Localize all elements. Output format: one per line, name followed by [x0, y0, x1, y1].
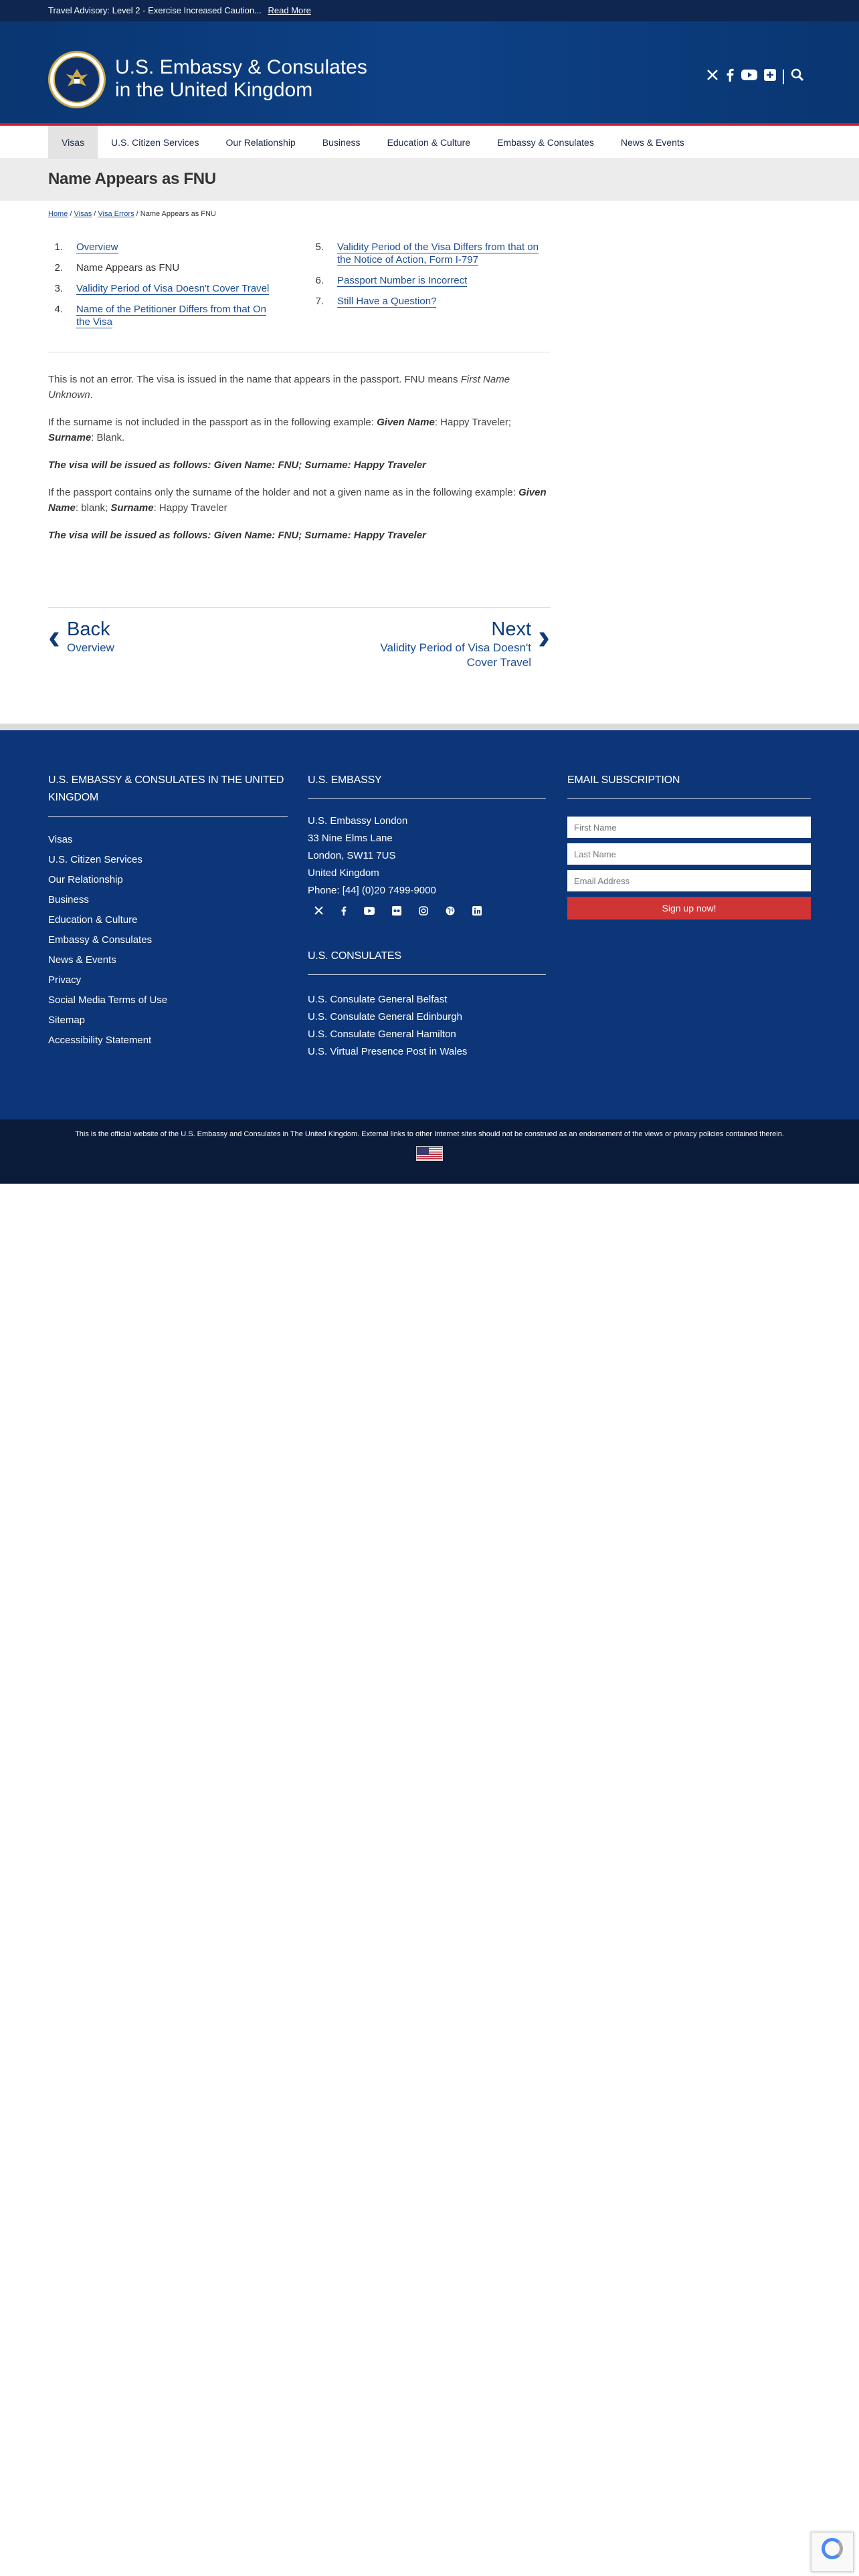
toc-item-number: 3. [54, 283, 63, 294]
toc-item-number: 2. [54, 262, 63, 274]
site-footer [0, 730, 859, 1119]
youtube-icon[interactable] [741, 69, 757, 85]
breadcrumb-sep: / [68, 210, 74, 218]
footer-column-embassy [308, 772, 546, 1061]
recaptcha-badge[interactable] [811, 2532, 854, 2572]
breadcrumb-visa-errors[interactable]: Visa Errors [98, 210, 134, 218]
paragraph: If the passport contains only the surname of the holder and not a given name as in the following example: Given Name: blank; Surname: Happy Traveler [48, 487, 547, 514]
sign-up-button[interactable]: Sign up now! [567, 897, 811, 920]
footer-top-band [0, 724, 859, 730]
breadcrumb-sep: / [92, 210, 98, 218]
main-navigation [0, 126, 859, 159]
disclaimer-bar [0, 1119, 859, 1184]
footer-link[interactable]: Business [48, 894, 89, 905]
next-sub-label-line1: Validity Period of Visa Doesn't [380, 641, 532, 654]
nav-item-our-relationship[interactable]: Our Relationship [225, 137, 296, 148]
footer-links [48, 830, 288, 1051]
advisory-text: Travel Advisory: Level 2 - Exercise Increased Caution... [48, 5, 262, 15]
footer-link[interactable]: Our Relationship [48, 874, 123, 885]
footer-column-sitemap [48, 772, 288, 1051]
back-link[interactable] [48, 618, 114, 655]
toc-link-passport-number[interactable]: Passport Number is Incorrect [337, 275, 468, 286]
paragraph: If the surname is not included in the passport as in the following example: Given Name: Happy Traveler; Surname: Blank. [48, 417, 512, 443]
toc-link-validity-differs[interactable]: Validity Period of the Visa Differs from that on the Notice of Action, Form I-797 [337, 241, 539, 265]
email-input[interactable] [567, 870, 811, 891]
nav-item-business[interactable]: Business [322, 137, 361, 148]
toc-link-still-have-question[interactable]: Still Have a Question? [337, 296, 437, 307]
footer-heading: U.S. CONSULATES [308, 950, 401, 962]
footer-link[interactable]: Privacy [48, 974, 82, 986]
toc-item-number: 7. [315, 296, 324, 307]
consulate-link[interactable]: U.S. Consulate General Hamilton [308, 1029, 456, 1040]
site-header [0, 21, 859, 123]
linkedin-icon[interactable] [472, 906, 482, 918]
toc-column-left [48, 241, 282, 336]
footer-link[interactable]: Sitemap [48, 1014, 86, 1026]
next-label: Next [491, 619, 532, 640]
eagle-icon [62, 65, 92, 94]
facebook-icon[interactable] [341, 906, 347, 918]
paragraph-emphasis: The visa will be issued as follows: Given Name: FNU; Surname: Happy Traveler [48, 459, 426, 471]
article-body [48, 372, 550, 555]
toc-item [48, 303, 282, 328]
footer-link[interactable]: Visas [48, 834, 73, 845]
toc-item-number: 6. [315, 275, 324, 286]
footer-link[interactable]: Education & Culture [48, 914, 138, 926]
footer-social-icons [314, 906, 546, 918]
footer-heading: EMAIL SUBSCRIPTION [567, 774, 680, 786]
page-title: Name Appears as FNU [48, 170, 216, 188]
toc-link-petitioner-name[interactable]: Name of the Petitioner Differs from that On the Visa [76, 304, 267, 328]
embassy-address: U.S. Embassy London 33 Nine Elms Lane London, SW11 7US United Kingdom Phone: [44] (0)20 7499-9000 [308, 813, 546, 899]
toc-item [309, 274, 543, 287]
us-flag-icon [416, 1146, 443, 1161]
embassy-seal-logo[interactable] [48, 51, 106, 108]
facebook-icon[interactable] [725, 68, 735, 86]
toc-item [48, 282, 282, 295]
back-sub-label: Overview [66, 641, 114, 654]
breadcrumb-current: Name Appears as FNU [140, 210, 216, 218]
advisory-read-more-link[interactable]: Read More [268, 5, 311, 15]
consulate-link[interactable]: U.S. Virtual Presence Post in Wales [308, 1046, 468, 1057]
nav-item-embassy-consulates[interactable]: Embassy & Consulates [497, 137, 594, 148]
disclaimer-text: This is the official website of the U.S. Embassy and Consulates in The United Kingdom. External links to other Internet sites should not be construed as an endorsement of the views or privacy policies contained therein. [75, 1130, 784, 1138]
toc-link-overview[interactable]: Overview [76, 241, 118, 253]
toc-column-right [309, 241, 543, 316]
x-twitter-icon[interactable] [314, 906, 323, 918]
flickr-plus-icon[interactable] [764, 69, 776, 85]
site-title-line2: in the United Kingdom [115, 79, 313, 101]
back-label: Back [66, 619, 110, 640]
nav-item-education-culture[interactable]: Education & Culture [387, 137, 471, 148]
footer-heading: U.S. EMBASSY & CONSULATES IN THE UNITED KINGDOM [48, 774, 284, 803]
footer-link[interactable]: News & Events [48, 954, 116, 966]
breadcrumb-visas[interactable]: Visas [74, 210, 92, 218]
consulate-link[interactable]: U.S. Consulate General Belfast [308, 994, 448, 1005]
search-icon[interactable] [791, 68, 804, 86]
toc-item-number: 5. [315, 241, 324, 253]
toc-item [309, 295, 543, 308]
header-icon-divider [783, 70, 784, 84]
toc-item [48, 261, 282, 274]
first-name-input[interactable] [567, 817, 811, 838]
page-title-bar [0, 159, 859, 201]
recaptcha-icon [822, 2538, 843, 2559]
toc-item [48, 241, 282, 253]
header-social-icons [706, 68, 804, 86]
footer-link[interactable]: U.S. Citizen Services [48, 854, 142, 865]
flickr-icon[interactable] [392, 906, 401, 918]
chevron-left-icon: ‹ [48, 617, 60, 657]
nav-item-news-events[interactable]: News & Events [620, 137, 684, 148]
footer-link[interactable]: Embassy & Consulates [48, 934, 153, 946]
footer-heading: U.S. EMBASSY [308, 774, 382, 786]
travel-advisory-bar [0, 0, 859, 21]
instagram-icon[interactable] [419, 906, 428, 918]
x-twitter-icon[interactable] [706, 69, 719, 85]
breadcrumb [48, 210, 216, 218]
toc-item-number: 1. [54, 241, 63, 253]
toc-current-item: Name Appears as FNU [76, 262, 180, 274]
nav-item-citizen-services[interactable]: U.S. Citizen Services [110, 137, 199, 148]
consulate-link[interactable]: U.S. Consulate General Edinburgh [308, 1011, 462, 1023]
youtube-icon[interactable] [364, 906, 375, 918]
site-title-line1: U.S. Embassy & Consulates [115, 56, 367, 78]
chevron-right-icon: › [538, 617, 550, 657]
paragraph-emphasis: The visa will be issued as follows: Given Name: FNU; Surname: Happy Traveler [48, 530, 426, 541]
next-link[interactable] [380, 618, 550, 670]
toc-item [309, 241, 543, 266]
breadcrumb-home[interactable]: Home [48, 210, 68, 218]
footer-link[interactable]: Accessibility Statement [48, 1035, 152, 1046]
nav-item-visas[interactable]: Visas [48, 126, 98, 159]
breadcrumb-sep: / [134, 210, 140, 218]
paragraph: This is not an error. The visa is issued in the name that appears in the passport. FNU means First Name Unknown. [48, 374, 510, 401]
toc-link-validity-period[interactable]: Validity Period of Visa Doesn't Cover Travel [76, 283, 270, 294]
pager-divider [48, 607, 550, 608]
footer-link[interactable]: Social Media Terms of Use [48, 994, 168, 1006]
toc-item-number: 4. [54, 304, 63, 315]
globe-icon[interactable] [446, 906, 455, 918]
next-sub-label-line2: Cover Travel [466, 656, 532, 669]
site-title[interactable] [115, 56, 367, 102]
footer-column-subscription [567, 772, 811, 920]
last-name-input[interactable] [567, 843, 811, 865]
embassy-phone[interactable]: Phone: [44] (0)20 7499-9000 [308, 885, 436, 896]
consulate-links [308, 991, 546, 1061]
